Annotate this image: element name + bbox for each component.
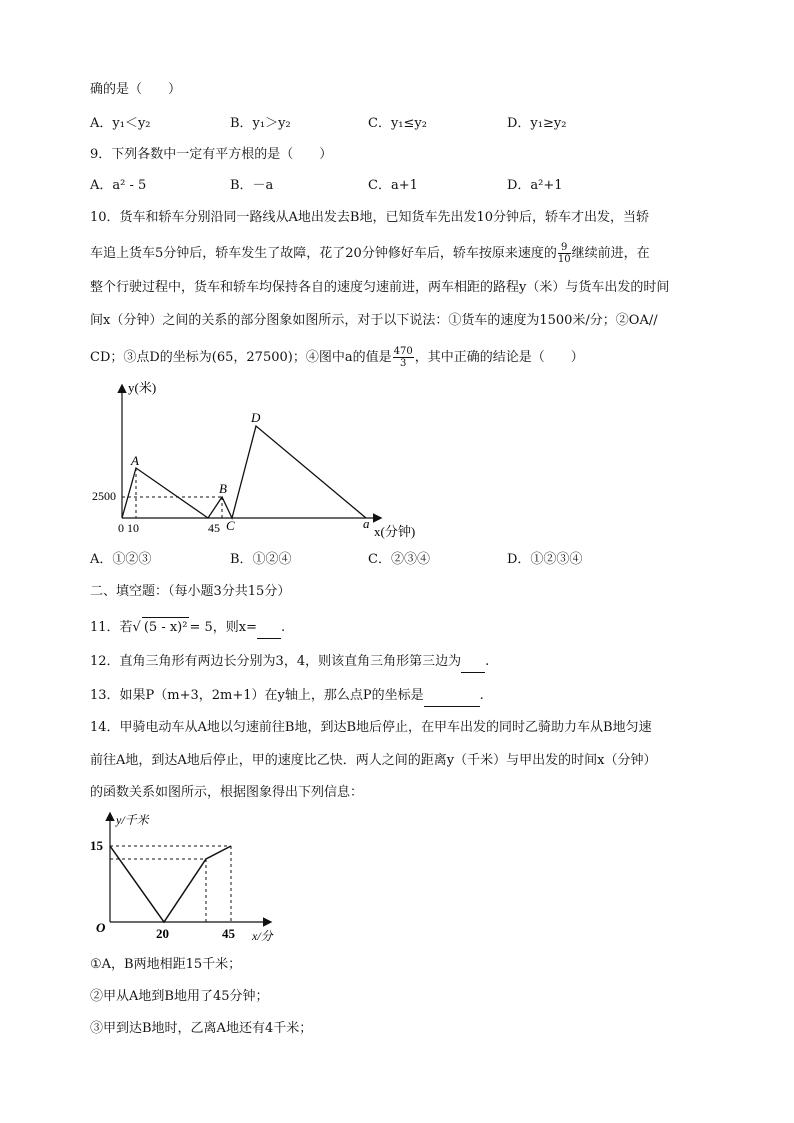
q10-frac-num: 9 [558,242,571,254]
q14-info-2: ②甲从A地到B地用了45分钟； [90,989,269,1004]
q14-origin: O [96,920,106,935]
section2-heading: 二、填空题：（每小题3分共15分） [90,584,291,599]
q10-frac-den: 10 [557,254,571,265]
q13-answer-blank[interactable] [424,686,480,707]
q10-line5-a: CD；③点D的坐标为(65，27500)；④图中a的值是 [90,350,392,365]
q12-answer-blank[interactable] [461,652,485,673]
q14-graph-line [110,846,231,922]
q10-line2-b: 继续前进，在 [571,246,650,261]
q10-option-c[interactable]: C．②③④ [368,552,430,567]
q10-line4: 间x（分钟）之间的关系的部分图象如图所示，对于以下说法：①货车的速度为1500米/分；②OA// [90,313,658,328]
q9-option-c[interactable]: C．a+1 [368,178,418,193]
q11-radicand: (5 - x)² [142,617,190,638]
q10-fraction [558,242,571,265]
q14-x-label: x/分 [252,929,273,943]
q10-graph-line [122,426,366,518]
q8-option-b[interactable]: B．y₁＞y₂ [230,116,291,131]
q14-line2: 前往A地，到达A地后停止，甲的速度比乙快．两人之间的距离y（千米）与甲出发的时间x（分钟） [90,753,657,768]
q10-y-tick-2500: 2500 [92,489,116,503]
q10-option-b[interactable]: B．①②④ [230,552,292,567]
q10-point-a-value: a [363,516,370,531]
q8-option-c[interactable]: C．y₁≤y₂ [368,116,427,131]
q14-info-3: ③甲到达B地时，乙离A地还有4千米； [90,1021,313,1036]
q9-stem: 9．下列各数中一定有平方根的是（ ） [90,147,333,162]
q12-text: 12．直角三角形有两边长分别为3，4，则该直角三角形第三边为 [90,654,462,669]
q8-stem-tail: 确的是（ ） [90,82,182,97]
q11 [90,617,285,639]
q14-graph [88,808,288,948]
q14-y-tick-15: 15 [90,838,103,853]
q10-point-d: D [251,410,261,425]
q10-a-fraction [393,346,414,369]
q8-option-d[interactable]: D．y₁≥y₂ [507,116,567,131]
q11-prefix: 11．若 [90,620,133,635]
q12 [90,652,489,673]
sqrt-icon: √ [132,620,141,635]
q10-line5-b: ，其中正确的结论是（ ） [414,350,584,365]
q11-end: . [281,620,286,635]
q11-answer-blank[interactable] [257,618,281,639]
q13-text: 13．如果P（m+3，2m+1）在y轴上，那么点P的坐标是 [90,688,424,703]
q14-x-tick-20: 20 [156,926,169,941]
q8-option-a[interactable]: A．y₁＜y₂ [90,116,151,131]
q14-line3: 的函数关系如图所示，根据图象得出下列信息： [90,785,364,800]
q14-line1: 14．甲骑电动车从A地以匀速前往B地，到达B地后停止，在甲车出发的同时乙骑助力车从B地匀速 [90,720,652,735]
q14-info-1: ①A，B两地相距15千米； [90,957,242,972]
q10-x-tick-45: 45 [208,521,220,535]
q10-option-d[interactable]: D．①②③④ [507,552,583,567]
q12-end: . [485,654,490,669]
q13-end: . [479,688,484,703]
q9-option-b[interactable]: B．－a [230,178,274,193]
q10-a-den: 3 [399,358,407,369]
q10-y-label: y(米) [128,380,157,395]
q10-a-num: 470 [393,346,413,357]
q10-point-c: C [226,518,235,533]
q10-x-tick-0-10: 0 10 [118,521,139,535]
q14-x-tick-45: 45 [222,926,235,941]
q10-option-a[interactable]: A．①②③ [90,552,152,567]
q10-graph [88,378,468,544]
q9-option-a[interactable]: A．a² - 5 [90,178,147,193]
q9-option-d[interactable]: D．a²+1 [507,178,563,193]
q10-line3: 整个行驶过程中，货车和轿车均保持各自的速度匀速前进，两车相距的路程y（米）与货车出发的时间 [90,280,670,295]
q10-line2 [90,242,650,265]
q11-suffix: = 5，则x= [189,620,257,635]
q10-x-label: x(分钟) [374,524,416,539]
q10-line2-a: 车追上货车5分钟后，轿车发生了故障，花了20分钟修好车后，轿车按原来速度的 [90,246,557,261]
q10-point-a: A [131,453,139,468]
q10-point-b: B [219,481,227,496]
q14-y-label: y/千米 [116,813,149,827]
q13 [90,686,484,707]
q10-line5 [90,346,584,369]
q10-line1: 10．货车和轿车分别沿同一路线从A地出发去B地，已知货车先出发10分钟后，轿车才出发，当轿 [90,210,650,225]
